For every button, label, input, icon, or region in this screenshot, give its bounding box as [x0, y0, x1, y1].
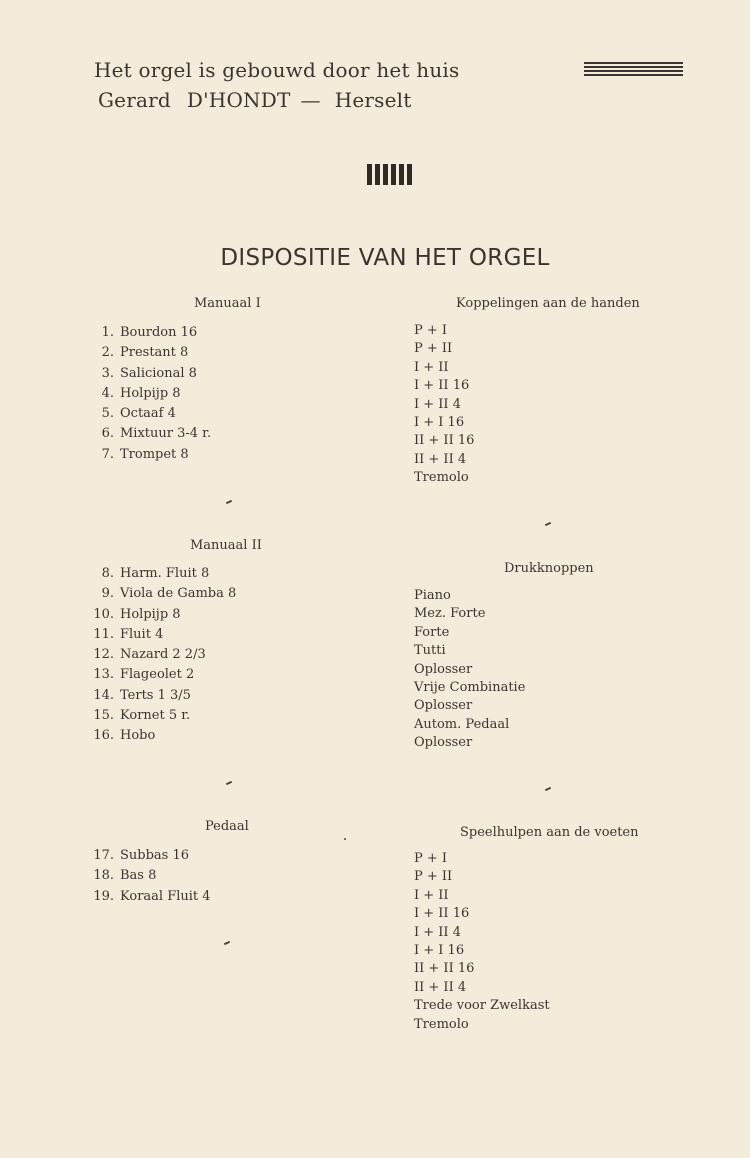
list-item: 19. Koraal Fluit 4: [93, 888, 211, 904]
page-title: DISPOSITIE VAN HET ORGEL: [220, 245, 550, 272]
pedaal-title: Pedaal: [205, 819, 249, 834]
list-item: 11. Fluit 4: [93, 626, 164, 642]
drukknoppen-title: Drukknoppen: [504, 561, 594, 576]
list-item: I + II 4: [414, 396, 461, 412]
pedaal-list: [92, 846, 211, 907]
list-item: I + II 4: [414, 924, 461, 940]
list-item: Autom. Pedaal: [414, 716, 510, 732]
builder-intro: Het orgel is gebouwd door het huis: [94, 58, 460, 82]
drukknoppen-list: [414, 587, 525, 753]
list-item: Trede voor Zwelkast: [414, 998, 550, 1014]
decorative-mark: [224, 941, 230, 945]
manuaal-2-list: [92, 564, 236, 747]
list-item: 14. Terts 1 3/5: [93, 687, 191, 703]
list-item: 18. Bas 8: [93, 868, 157, 884]
decorative-mark: [545, 787, 551, 791]
decorative-mark: [226, 500, 232, 504]
list-item: 12. Nazard 2 2/3: [93, 647, 206, 663]
builder-name-line: [98, 88, 412, 112]
list-item: Tremolo: [414, 470, 469, 486]
list-item: I + I 16: [414, 414, 465, 430]
list-item: I + II 16: [414, 906, 470, 922]
list-item: 7. Trompet 8: [101, 446, 189, 462]
decorative-lines: [584, 62, 683, 78]
list-item: Mez. Forte: [414, 606, 486, 622]
list-item: I + II: [414, 359, 449, 375]
list-item: I + II: [414, 887, 449, 903]
list-item: I + II 16: [414, 378, 470, 394]
list-item: Forte: [414, 624, 450, 640]
koppelingen-list: [414, 322, 474, 488]
list-item: 2. Prestant 8: [101, 345, 189, 361]
speelhulpen-list: [414, 850, 550, 1034]
list-item: II + II 16: [414, 961, 475, 977]
list-item: 9. Viola de Gamba 8: [101, 586, 237, 602]
list-item: Tutti: [414, 643, 446, 659]
builder-last-name: D'HONDT: [186, 88, 291, 112]
manuaal-1-list: [92, 323, 211, 465]
list-item: Oplosser: [414, 735, 473, 751]
builder-first-name: Gerard: [98, 88, 171, 112]
decorative-mark: [226, 781, 232, 785]
decorative-bars: [367, 164, 412, 185]
list-item: P + II: [414, 341, 453, 357]
list-item: P + I: [414, 323, 448, 338]
list-item: P + I: [414, 851, 448, 866]
list-item: 3. Salicional 8: [101, 365, 197, 381]
list-item: 13. Flageolet 2: [93, 667, 195, 683]
builder-place: Herselt: [334, 88, 412, 112]
list-item: 8. Harm. Fluit 8: [101, 566, 210, 581]
list-item: 4. Holpijp 8: [101, 385, 181, 401]
list-item: 6. Mixtuur 3-4 r.: [101, 426, 212, 442]
list-item: 10. Holpijp 8: [93, 606, 181, 622]
list-item: P + II: [414, 869, 453, 885]
decorative-dot: [344, 838, 346, 840]
list-item: Oplosser: [414, 661, 473, 677]
list-item: 5. Octaaf 4: [101, 406, 176, 422]
decorative-mark: [545, 522, 551, 526]
list-item: 1. Bourdon 16: [101, 325, 198, 340]
list-item: 16. Hobo: [93, 728, 156, 744]
list-item: Piano: [414, 588, 451, 603]
list-item: II + II 4: [414, 979, 467, 995]
builder-dash: —: [300, 88, 321, 112]
list-item: Tremolo: [414, 1016, 469, 1032]
list-item: 15. Kornet 5 r.: [93, 708, 191, 724]
speelhulpen-title: Speelhulpen aan de voeten: [460, 825, 639, 840]
list-item: Vrije Combinatie: [414, 679, 526, 695]
list-item: 17. Subbas 16: [93, 848, 190, 863]
list-item: I + I 16: [414, 942, 465, 958]
koppelingen-title: Koppelingen aan de handen: [456, 296, 640, 311]
manuaal-1-title: Manuaal I: [194, 296, 261, 311]
list-item: Oplosser: [414, 698, 473, 714]
list-item: II + II 16: [414, 433, 475, 449]
manuaal-2-title: Manuaal II: [190, 538, 262, 553]
list-item: II + II 4: [414, 451, 467, 467]
